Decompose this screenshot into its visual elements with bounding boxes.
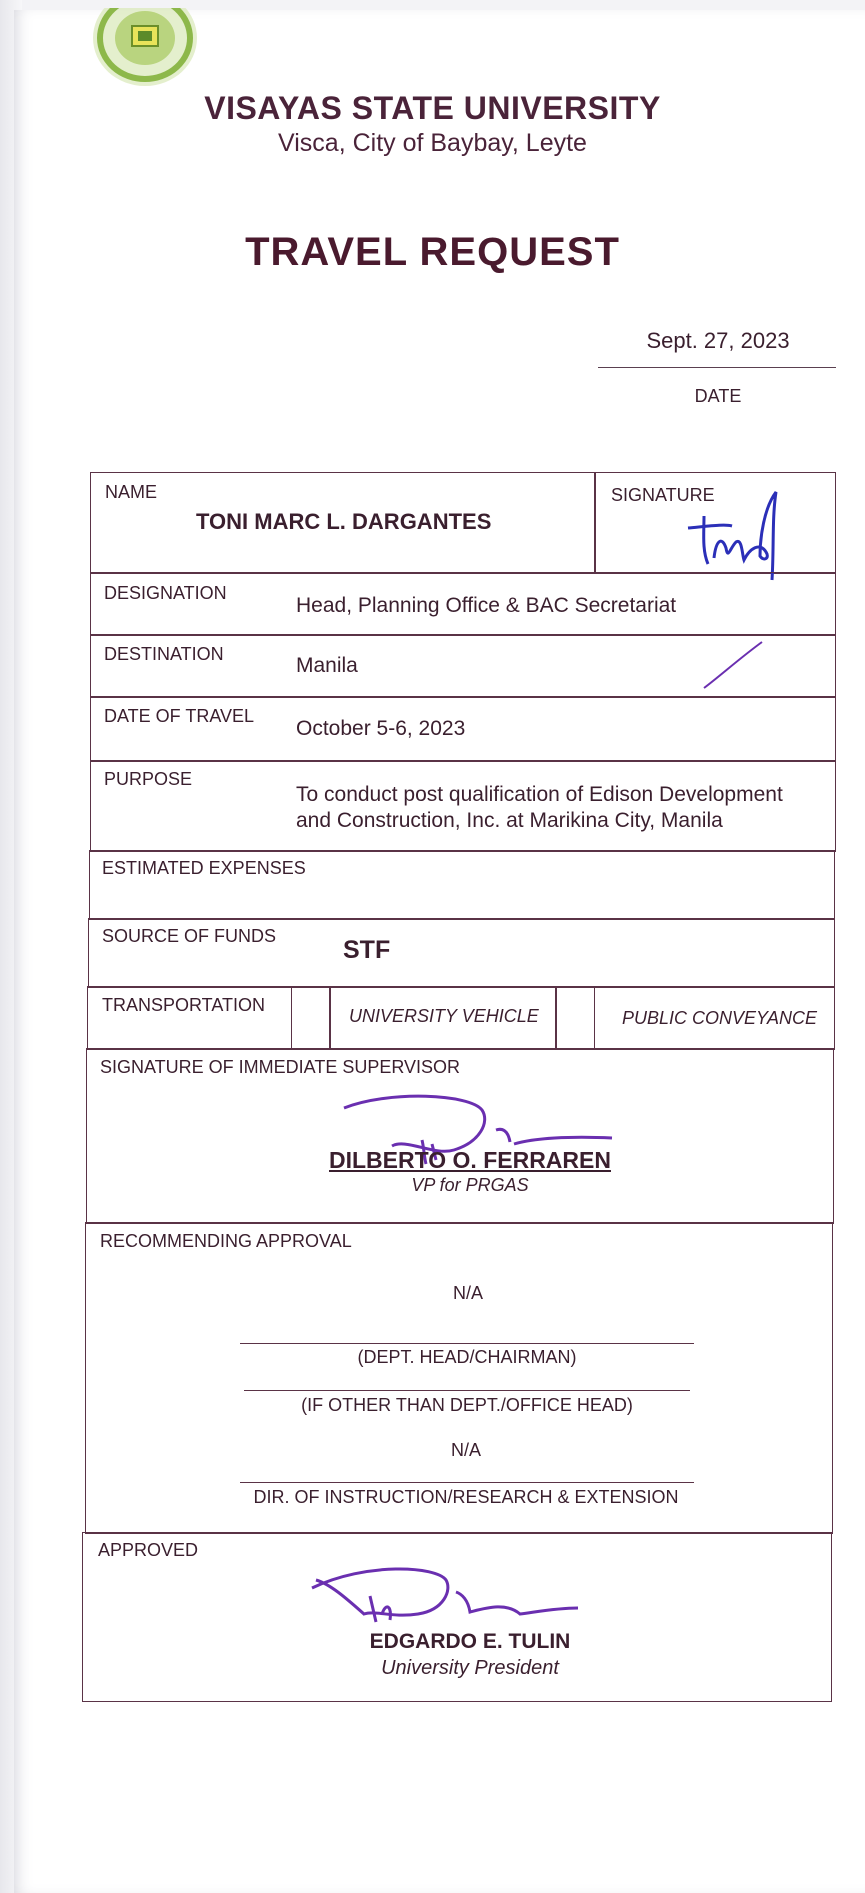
- president-title: University President: [381, 1657, 559, 1679]
- dept-head-value: N/A: [452, 1283, 483, 1303]
- president-name: EDGARDO E. TULIN: [369, 1630, 571, 1653]
- date-label: DATE: [694, 386, 742, 406]
- supervisor-label: SIGNATURE OF IMMEDIATE SUPERVISOR: [100, 1057, 461, 1077]
- requester-signature-icon: [680, 488, 790, 583]
- name-value: TONI MARC L. DARGANTES: [196, 509, 492, 534]
- purpose-line-1: To conduct post qualification of Edison Development: [296, 783, 783, 806]
- source-of-funds-label: SOURCE OF FUNDS: [102, 926, 277, 946]
- dept-head-line: [240, 1343, 694, 1344]
- designation-value: Head, Planning Office & BAC Secretariat: [296, 594, 677, 617]
- other-head-caption: (IF OTHER THAN DEPT./OFFICE HEAD): [301, 1395, 633, 1415]
- transportation-label: TRANSPORTATION: [102, 995, 266, 1015]
- designation-label: DESIGNATION: [104, 583, 227, 603]
- other-head-line: [244, 1390, 690, 1391]
- purpose-label: PURPOSE: [104, 769, 193, 789]
- transport-checkbox-2[interactable]: [555, 986, 595, 1050]
- supervisor-name: DILBERTO O. FERRAREN: [329, 1147, 611, 1173]
- director-value: N/A: [450, 1440, 481, 1460]
- director-caption: DIR. OF INSTRUCTION/RESEARCH & EXTENSION: [253, 1487, 679, 1507]
- signature-label: SIGNATURE: [611, 485, 715, 505]
- request-date: Sept. 27, 2023: [646, 328, 790, 353]
- transport-option-1: UNIVERSITY VEHICLE: [349, 1006, 539, 1026]
- estimated-expenses-label: ESTIMATED EXPENSES: [102, 858, 306, 878]
- destination-value: Manila: [296, 654, 358, 677]
- dept-head-caption: (DEPT. HEAD/CHAIRMAN): [357, 1347, 577, 1367]
- date-of-travel-label: DATE OF TRAVEL: [104, 706, 255, 726]
- university-address: Visca, City of Baybay, Leyte: [278, 129, 587, 157]
- recommending-approval-label: RECOMMENDING APPROVAL: [100, 1231, 352, 1251]
- approved-label: APPROVED: [98, 1540, 199, 1560]
- source-of-funds-value: STF: [343, 936, 391, 964]
- transport-checkbox-1[interactable]: [291, 986, 331, 1050]
- date-of-travel-value: October 5-6, 2023: [296, 717, 466, 740]
- destination-label: DESTINATION: [104, 644, 224, 664]
- president-signature-icon: [306, 1554, 586, 1630]
- name-label: NAME: [105, 482, 158, 502]
- purpose-line-2: and Construction, Inc. at Marikina City, Manila: [296, 809, 723, 832]
- university-name: VISAYAS STATE UNIVERSITY: [204, 90, 661, 126]
- document-title: TRAVEL REQUEST: [245, 230, 620, 274]
- transport-option-2: PUBLIC CONVEYANCE: [622, 1008, 818, 1028]
- supervisor-title: VP for PRGAS: [411, 1175, 529, 1195]
- check-mark-icon: [700, 638, 770, 692]
- director-line: [240, 1482, 694, 1483]
